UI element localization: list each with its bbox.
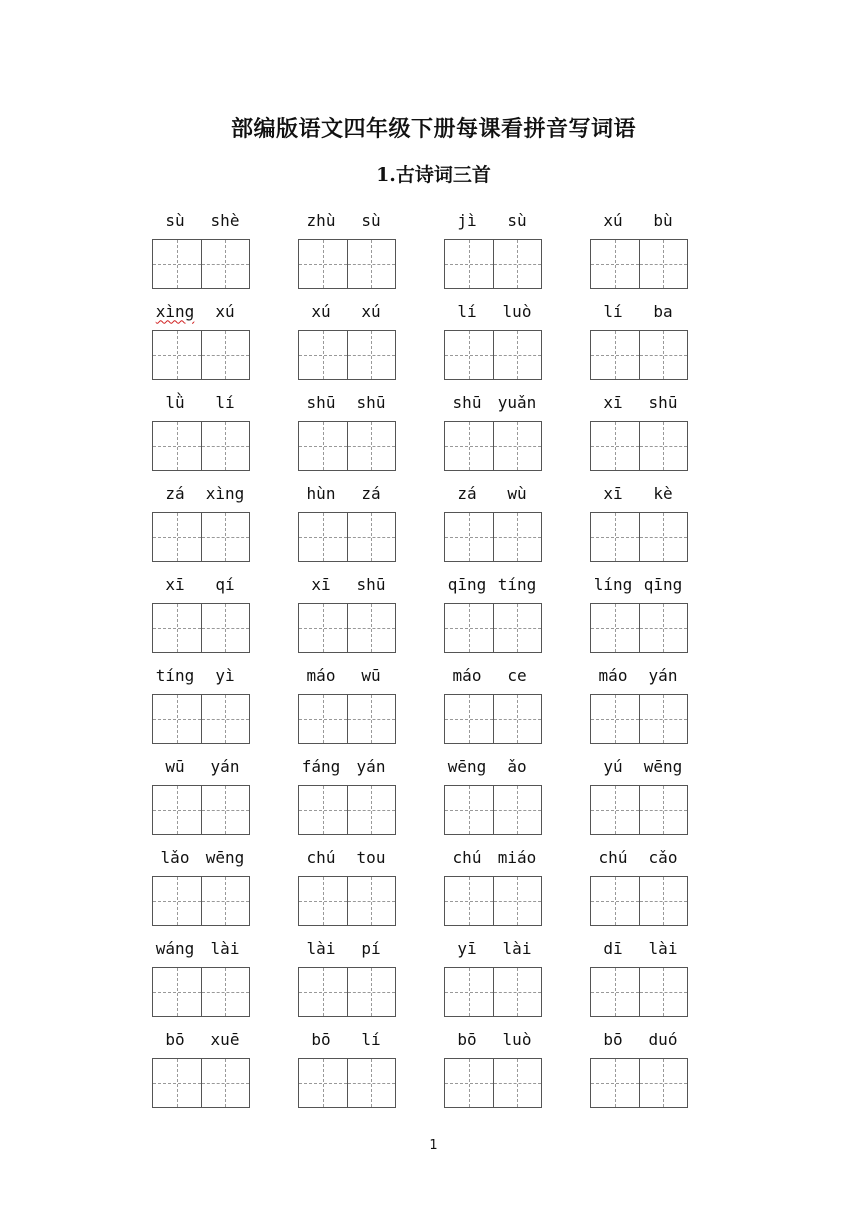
word-item [588, 750, 688, 841]
pinyin-syllable: xìng [155, 301, 195, 321]
pinyin-prompt [150, 572, 250, 596]
pinyin-syllable: wēng [447, 756, 487, 776]
tianzige-box[interactable] [298, 1058, 348, 1108]
pinyin-syllable: miáo [497, 847, 537, 867]
tianzige-box[interactable] [640, 1058, 689, 1108]
pinyin-syllable: jì [457, 210, 477, 230]
tianzige-box[interactable] [444, 785, 494, 835]
pinyin-syllable: xú [215, 301, 235, 321]
tianzige-box[interactable] [152, 239, 202, 289]
tianzige-box[interactable] [152, 421, 202, 471]
pinyin-syllable: zá [165, 483, 185, 503]
tianzige-box[interactable] [444, 694, 494, 744]
tianzige-box[interactable] [202, 239, 251, 289]
writing-boxes [298, 603, 396, 652]
word-item [296, 932, 396, 1023]
pinyin-syllable: lǜ [165, 392, 185, 412]
tianzige-box[interactable] [590, 876, 640, 926]
writing-boxes [298, 239, 396, 288]
tianzige-box[interactable] [640, 239, 689, 289]
word-item [296, 295, 396, 386]
writing-boxes [444, 785, 542, 834]
word-item [442, 750, 542, 841]
tianzige-box[interactable] [444, 876, 494, 926]
pinyin-syllable: duó [648, 1029, 678, 1049]
pinyin-syllable: yán [648, 665, 678, 685]
pinyin-syllable: bō [311, 1029, 331, 1049]
pinyin-syllable: xī [311, 574, 331, 594]
tianzige-box[interactable] [348, 967, 397, 1017]
pinyin-syllable: ba [653, 301, 673, 321]
writing-boxes [152, 239, 250, 288]
writing-boxes [590, 1058, 688, 1107]
word-item [442, 659, 542, 750]
pinyin-syllable: xú [311, 301, 331, 321]
pinyin-syllable: bō [603, 1029, 623, 1049]
word-item [296, 477, 396, 568]
writing-boxes [298, 330, 396, 379]
pinyin-syllable: zhù [306, 210, 336, 230]
pinyin-syllable: sù [507, 210, 527, 230]
tianzige-box[interactable] [202, 967, 251, 1017]
pinyin-syllable: qīng [447, 574, 487, 594]
tianzige-box[interactable] [348, 785, 397, 835]
word-item [150, 1023, 250, 1114]
tianzige-box[interactable] [494, 967, 543, 1017]
tianzige-box[interactable] [152, 967, 202, 1017]
pinyin-syllable: xú [361, 301, 381, 321]
pinyin-syllable: xī [603, 392, 623, 412]
page-number: 1 [429, 1138, 438, 1153]
pinyin-prompt [588, 754, 688, 778]
word-item [442, 841, 542, 932]
pinyin-syllable: yī [457, 938, 477, 958]
pinyin-syllable: hùn [306, 483, 336, 503]
writing-boxes [444, 330, 542, 379]
tianzige-box[interactable] [202, 421, 251, 471]
tianzige-box[interactable] [494, 785, 543, 835]
word-item [296, 204, 396, 295]
tianzige-box[interactable] [152, 876, 202, 926]
tianzige-box[interactable] [298, 421, 348, 471]
tianzige-box[interactable] [640, 967, 689, 1017]
word-item [150, 932, 250, 1023]
tianzige-box[interactable] [640, 694, 689, 744]
pinyin-prompt [150, 481, 250, 505]
writing-boxes [152, 512, 250, 561]
pinyin-syllable: yán [210, 756, 240, 776]
word-item [588, 659, 688, 750]
tianzige-box[interactable] [640, 603, 689, 653]
pinyin-prompt [150, 754, 250, 778]
pinyin-syllable: bō [457, 1029, 477, 1049]
pinyin-prompt [588, 572, 688, 596]
pinyin-prompt [150, 1027, 250, 1051]
tianzige-box[interactable] [444, 967, 494, 1017]
tianzige-box[interactable] [590, 421, 640, 471]
tianzige-box[interactable] [348, 512, 397, 562]
pinyin-syllable: xú [603, 210, 623, 230]
pinyin-prompt [442, 754, 542, 778]
tianzige-box[interactable] [348, 421, 397, 471]
pinyin-syllable: luò [502, 301, 532, 321]
pinyin-syllable: máo [306, 665, 336, 685]
writing-boxes [298, 967, 396, 1016]
writing-boxes [590, 603, 688, 652]
pinyin-syllable: lài [502, 938, 532, 958]
pinyin-syllable: sù [361, 210, 381, 230]
tianzige-box[interactable] [348, 876, 397, 926]
writing-boxes [152, 421, 250, 470]
pinyin-prompt [442, 572, 542, 596]
tianzige-box[interactable] [640, 785, 689, 835]
writing-boxes [152, 694, 250, 743]
pinyin-syllable: shè [210, 210, 240, 230]
tianzige-box[interactable] [152, 785, 202, 835]
pinyin-syllable: lài [210, 938, 240, 958]
writing-boxes [298, 694, 396, 743]
tianzige-box[interactable] [494, 239, 543, 289]
pinyin-syllable: tíng [497, 574, 537, 594]
tianzige-box[interactable] [202, 876, 251, 926]
word-item [150, 659, 250, 750]
tianzige-box[interactable] [444, 330, 494, 380]
word-item [150, 386, 250, 477]
pinyin-syllable: bù [653, 210, 673, 230]
pinyin-syllable: tou [356, 847, 386, 867]
writing-boxes [152, 785, 250, 834]
pinyin-syllable: yán [356, 756, 386, 776]
pinyin-prompt [150, 936, 250, 960]
tianzige-box[interactable] [640, 421, 689, 471]
word-item [296, 841, 396, 932]
pinyin-syllable: yú [603, 756, 623, 776]
pinyin-syllable: máo [452, 665, 482, 685]
pinyin-prompt [296, 299, 396, 323]
tianzige-box[interactable] [152, 1058, 202, 1108]
word-item [150, 841, 250, 932]
pinyin-syllable: lí [361, 1029, 381, 1049]
pinyin-syllable: wáng [155, 938, 195, 958]
pinyin-prompt [588, 208, 688, 232]
tianzige-box[interactable] [590, 512, 640, 562]
writing-boxes [298, 421, 396, 470]
tianzige-box[interactable] [152, 512, 202, 562]
pinyin-prompt [588, 390, 688, 414]
pinyin-prompt [150, 390, 250, 414]
tianzige-box[interactable] [640, 876, 689, 926]
pinyin-syllable: lài [648, 938, 678, 958]
tianzige-box[interactable] [590, 967, 640, 1017]
tianzige-box[interactable] [640, 330, 689, 380]
pinyin-syllable: wū [165, 756, 185, 776]
pinyin-syllable: chú [306, 847, 336, 867]
pinyin-syllable: líng [593, 574, 633, 594]
pinyin-prompt [442, 390, 542, 414]
word-item [588, 1023, 688, 1114]
writing-boxes [298, 512, 396, 561]
pinyin-syllable: lí [457, 301, 477, 321]
pinyin-prompt [588, 845, 688, 869]
lesson-heading: 1.古诗词三首 [376, 164, 491, 186]
pinyin-syllable: wēng [643, 756, 683, 776]
pinyin-syllable: fáng [301, 756, 341, 776]
pinyin-syllable: pí [361, 938, 381, 958]
pinyin-prompt [588, 299, 688, 323]
pinyin-prompt [442, 481, 542, 505]
pinyin-prompt [442, 936, 542, 960]
writing-boxes [444, 876, 542, 925]
pinyin-syllable: ǎo [507, 756, 527, 776]
pinyin-prompt [588, 1027, 688, 1051]
tianzige-box[interactable] [590, 330, 640, 380]
pinyin-syllable: wù [507, 483, 527, 503]
word-item [150, 204, 250, 295]
tianzige-box[interactable] [590, 603, 640, 653]
tianzige-box[interactable] [298, 967, 348, 1017]
tianzige-box[interactable] [202, 512, 251, 562]
pinyin-prompt [150, 208, 250, 232]
word-item [150, 477, 250, 568]
pinyin-prompt [442, 299, 542, 323]
word-item [588, 477, 688, 568]
tianzige-box[interactable] [202, 785, 251, 835]
tianzige-box[interactable] [590, 1058, 640, 1108]
tianzige-box[interactable] [298, 239, 348, 289]
tianzige-box[interactable] [444, 512, 494, 562]
writing-boxes [444, 694, 542, 743]
word-grid [150, 204, 710, 1114]
worksheet-title: 部编版语文四年级下册每课看拼音写词语 [230, 116, 636, 142]
pinyin-prompt [442, 208, 542, 232]
pinyin-syllable: shū [452, 392, 482, 412]
word-item [296, 750, 396, 841]
tianzige-box[interactable] [152, 330, 202, 380]
pinyin-syllable: lǎo [160, 847, 190, 867]
writing-boxes [444, 421, 542, 470]
writing-boxes [298, 876, 396, 925]
tianzige-box[interactable] [494, 1058, 543, 1108]
tianzige-box[interactable] [202, 603, 251, 653]
pinyin-prompt [296, 754, 396, 778]
tianzige-box[interactable] [348, 239, 397, 289]
writing-boxes [152, 876, 250, 925]
writing-boxes [444, 239, 542, 288]
word-item [588, 932, 688, 1023]
tianzige-box[interactable] [494, 330, 543, 380]
tianzige-box[interactable] [494, 876, 543, 926]
word-item [588, 386, 688, 477]
pinyin-prompt [442, 663, 542, 687]
pinyin-syllable: sù [165, 210, 185, 230]
pinyin-prompt [296, 390, 396, 414]
word-item [296, 386, 396, 477]
writing-boxes [590, 967, 688, 1016]
tianzige-box[interactable] [494, 694, 543, 744]
pinyin-prompt [296, 572, 396, 596]
word-item [296, 1023, 396, 1114]
pinyin-syllable: qí [215, 574, 235, 594]
tianzige-box[interactable] [202, 330, 251, 380]
tianzige-box[interactable] [590, 694, 640, 744]
pinyin-syllable: wū [361, 665, 381, 685]
pinyin-syllable: shū [356, 574, 386, 594]
pinyin-syllable: shū [648, 392, 678, 412]
pinyin-syllable: shū [356, 392, 386, 412]
pinyin-syllable: bō [165, 1029, 185, 1049]
tianzige-box[interactable] [444, 1058, 494, 1108]
tianzige-box[interactable] [444, 421, 494, 471]
pinyin-prompt [296, 1027, 396, 1051]
writing-boxes [444, 512, 542, 561]
pinyin-syllable: lí [215, 392, 235, 412]
pinyin-prompt [296, 481, 396, 505]
writing-boxes [152, 1058, 250, 1107]
pinyin-prompt [296, 845, 396, 869]
tianzige-box[interactable] [348, 1058, 397, 1108]
tianzige-box[interactable] [348, 603, 397, 653]
writing-boxes [298, 785, 396, 834]
pinyin-syllable: xuē [210, 1029, 240, 1049]
tianzige-box[interactable] [640, 512, 689, 562]
tianzige-box[interactable] [152, 603, 202, 653]
writing-boxes [590, 421, 688, 470]
tianzige-box[interactable] [494, 512, 543, 562]
writing-boxes [298, 1058, 396, 1107]
word-item [588, 568, 688, 659]
tianzige-box[interactable] [590, 239, 640, 289]
pinyin-prompt [442, 845, 542, 869]
writing-boxes [152, 603, 250, 652]
tianzige-box[interactable] [348, 330, 397, 380]
writing-boxes [590, 512, 688, 561]
pinyin-prompt [150, 663, 250, 687]
tianzige-box[interactable] [202, 1058, 251, 1108]
tianzige-box[interactable] [298, 512, 348, 562]
word-item [150, 568, 250, 659]
word-item [150, 750, 250, 841]
tianzige-box[interactable] [298, 785, 348, 835]
writing-boxes [444, 967, 542, 1016]
pinyin-prompt [588, 481, 688, 505]
pinyin-syllable: xìng [205, 483, 245, 503]
tianzige-box[interactable] [298, 330, 348, 380]
pinyin-syllable: qīng [643, 574, 683, 594]
pinyin-syllable: zá [361, 483, 381, 503]
writing-boxes [590, 330, 688, 379]
word-item [588, 204, 688, 295]
word-item [588, 295, 688, 386]
pinyin-prompt [296, 663, 396, 687]
word-item [442, 1023, 542, 1114]
word-item [442, 477, 542, 568]
pinyin-prompt [296, 936, 396, 960]
tianzige-box[interactable] [444, 239, 494, 289]
tianzige-box[interactable] [348, 694, 397, 744]
tianzige-box[interactable] [494, 603, 543, 653]
pinyin-syllable: luò [502, 1029, 532, 1049]
pinyin-syllable: ce [507, 665, 527, 685]
word-item [588, 841, 688, 932]
tianzige-box[interactable] [494, 421, 543, 471]
pinyin-prompt [588, 663, 688, 687]
pinyin-syllable: lài [306, 938, 336, 958]
word-item [150, 295, 250, 386]
writing-boxes [444, 1058, 542, 1107]
word-item [442, 295, 542, 386]
pinyin-syllable: yì [215, 665, 235, 685]
pinyin-syllable: shū [306, 392, 336, 412]
pinyin-syllable: máo [598, 665, 628, 685]
pinyin-syllable: cǎo [648, 847, 678, 867]
pinyin-syllable: zá [457, 483, 477, 503]
pinyin-syllable: xī [165, 574, 185, 594]
writing-boxes [590, 239, 688, 288]
tianzige-box[interactable] [444, 603, 494, 653]
pinyin-prompt [150, 845, 250, 869]
word-item [296, 659, 396, 750]
word-item [442, 568, 542, 659]
tianzige-box[interactable] [298, 694, 348, 744]
pinyin-syllable: dī [603, 938, 623, 958]
pinyin-prompt [296, 208, 396, 232]
tianzige-box[interactable] [298, 876, 348, 926]
tianzige-box[interactable] [590, 785, 640, 835]
word-item [442, 386, 542, 477]
pinyin-prompt [150, 299, 250, 323]
pinyin-syllable: tíng [155, 665, 195, 685]
writing-boxes [590, 694, 688, 743]
pinyin-syllable: chú [452, 847, 482, 867]
writing-boxes [152, 330, 250, 379]
writing-boxes [590, 785, 688, 834]
pinyin-prompt [442, 1027, 542, 1051]
writing-boxes [152, 967, 250, 1016]
pinyin-syllable: yuǎn [497, 392, 537, 412]
word-item [442, 204, 542, 295]
pinyin-syllable: lí [603, 301, 623, 321]
word-item [296, 568, 396, 659]
tianzige-box[interactable] [298, 603, 348, 653]
pinyin-syllable: wēng [205, 847, 245, 867]
writing-boxes [444, 603, 542, 652]
word-item [442, 932, 542, 1023]
tianzige-box[interactable] [202, 694, 251, 744]
pinyin-prompt [588, 936, 688, 960]
tianzige-box[interactable] [152, 694, 202, 744]
pinyin-syllable: kè [653, 483, 673, 503]
pinyin-syllable: chú [598, 847, 628, 867]
pinyin-syllable: xī [603, 483, 623, 503]
writing-boxes [590, 876, 688, 925]
